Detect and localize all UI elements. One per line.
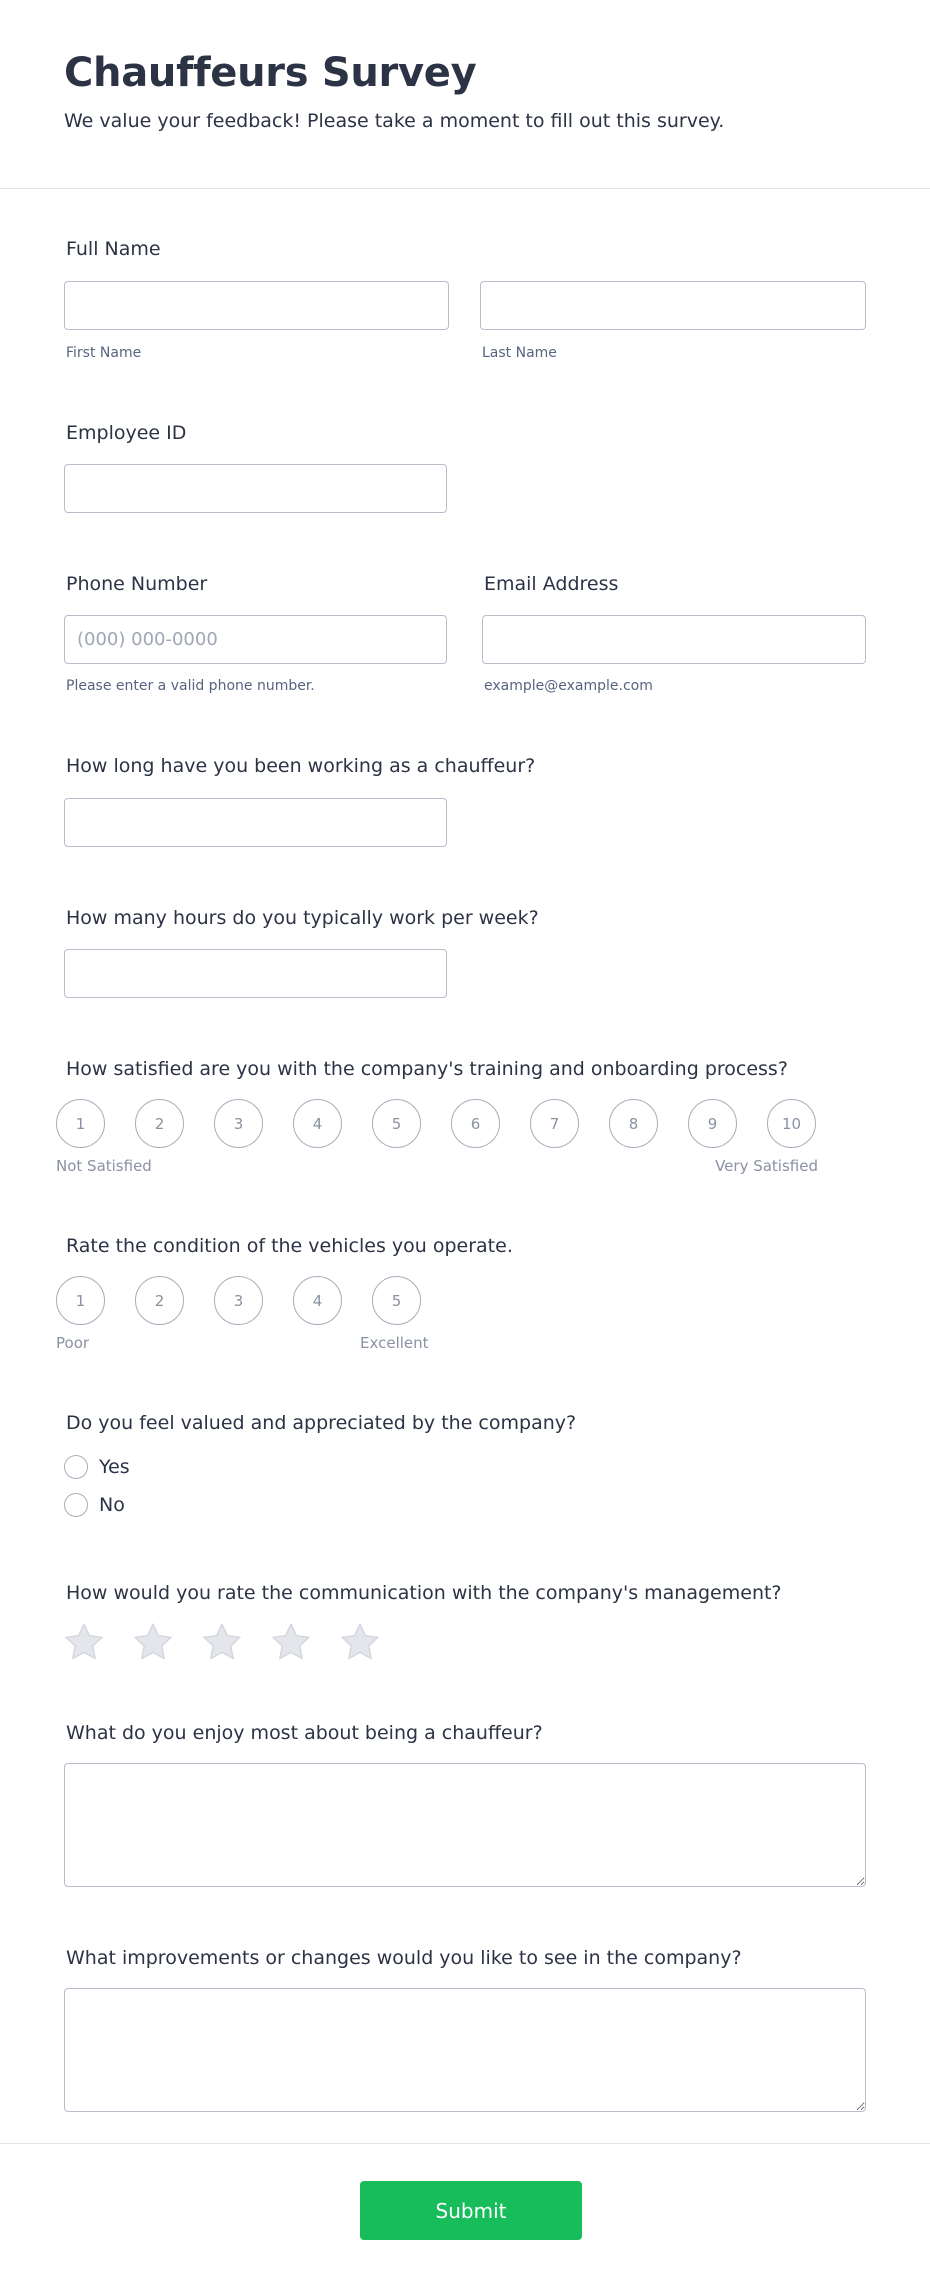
communication-question-label: How would you rate the communication with the company's management?: [66, 1582, 782, 1604]
vehicles-rating-option[interactable]: 3: [214, 1276, 263, 1325]
phone-input[interactable]: [64, 615, 447, 664]
improve-question-label: What improvements or changes would you like to see in the company?: [66, 1947, 742, 1969]
star-icon[interactable]: [200, 1621, 244, 1663]
last-name-input[interactable]: [480, 281, 866, 330]
first-name-input[interactable]: [64, 281, 449, 330]
email-sublabel: example@example.com: [484, 678, 653, 694]
training-rating-option[interactable]: 6: [451, 1099, 500, 1148]
training-max-label: Very Satisfied: [715, 1157, 818, 1175]
training-rating-option[interactable]: 10: [767, 1099, 816, 1148]
training-rating-option[interactable]: 7: [530, 1099, 579, 1148]
footer-divider: [0, 2143, 930, 2144]
email-input[interactable]: [482, 615, 866, 664]
training-question-label: How satisfied are you with the company's training and onboarding process?: [66, 1058, 788, 1080]
submit-button[interactable]: Submit: [360, 2181, 582, 2240]
vehicles-question-label: Rate the condition of the vehicles you operate.: [66, 1235, 513, 1257]
employee-id-input[interactable]: [64, 464, 447, 513]
training-rating-option[interactable]: 4: [293, 1099, 342, 1148]
form-header: [0, 0, 930, 189]
valued-question-label: Do you feel valued and appreciated by the company?: [66, 1412, 577, 1434]
phone-sublabel: Please enter a valid phone number.: [66, 678, 315, 694]
vehicles-min-label: Poor: [56, 1334, 90, 1352]
star-icon[interactable]: [338, 1621, 382, 1663]
valued-option-yes[interactable]: [64, 1453, 130, 1481]
training-rating-option[interactable]: 2: [135, 1099, 184, 1148]
vehicles-rating-option[interactable]: 5: [372, 1276, 421, 1325]
star-icon[interactable]: [131, 1621, 175, 1663]
hours-input[interactable]: [64, 949, 447, 998]
form-subtitle: We value your feedback! Please take a moment to fill out this survey.: [64, 110, 725, 132]
training-rating-option[interactable]: 1: [56, 1099, 105, 1148]
radio-circle-icon[interactable]: [64, 1455, 88, 1479]
years-question-label: How long have you been working as a chauffeur?: [66, 755, 536, 777]
star-icon[interactable]: [269, 1621, 313, 1663]
hours-question-label: How many hours do you typically work per week?: [66, 907, 539, 929]
phone-label: Phone Number: [66, 573, 208, 595]
form-title: Chauffeurs Survey: [64, 50, 477, 96]
vehicles-rating-option[interactable]: 4: [293, 1276, 342, 1325]
vehicles-max-label: Excellent: [360, 1334, 429, 1352]
training-rating-option[interactable]: 9: [688, 1099, 737, 1148]
valued-option-no-label: No: [99, 1494, 125, 1516]
training-rating-option[interactable]: 8: [609, 1099, 658, 1148]
communication-star-rating: [62, 1621, 392, 1665]
vehicles-rating-scale: [56, 1276, 436, 1326]
training-rating-option[interactable]: 5: [372, 1099, 421, 1148]
email-label: Email Address: [484, 573, 619, 595]
employee-id-label: Employee ID: [66, 422, 187, 444]
radio-circle-icon[interactable]: [64, 1493, 88, 1517]
years-input[interactable]: [64, 798, 447, 847]
valued-option-yes-label: Yes: [99, 1456, 130, 1478]
full-name-label: Full Name: [66, 238, 161, 260]
enjoy-textarea[interactable]: [64, 1763, 866, 1887]
valued-option-no[interactable]: [64, 1491, 125, 1519]
training-min-label: Not Satisfied: [56, 1157, 152, 1175]
training-rating-option[interactable]: 3: [214, 1099, 263, 1148]
vehicles-rating-option[interactable]: 1: [56, 1276, 105, 1325]
last-name-sublabel: Last Name: [482, 345, 557, 361]
improve-textarea[interactable]: [64, 1988, 866, 2112]
vehicles-rating-option[interactable]: 2: [135, 1276, 184, 1325]
training-rating-scale: [56, 1099, 826, 1149]
enjoy-question-label: What do you enjoy most about being a chauffeur?: [66, 1722, 543, 1744]
star-icon[interactable]: [62, 1621, 106, 1663]
first-name-sublabel: First Name: [66, 345, 142, 361]
